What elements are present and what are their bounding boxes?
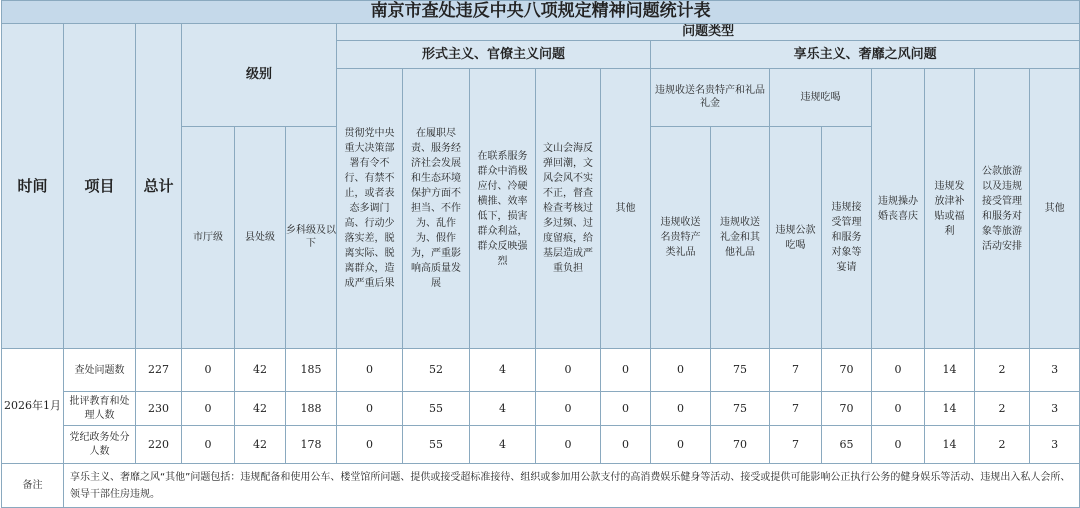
hedonism-col-public-dining: 违规公款吃喝: [770, 127, 822, 349]
cell: 70: [822, 392, 872, 426]
cell: 3: [1030, 349, 1080, 392]
table-row: [2, 426, 1080, 464]
header-time: 时间: [2, 24, 64, 349]
cell: 4: [470, 349, 536, 392]
formalism-col-2: 在履职尽责、服务经济社会发展和生态环境保护方面不担当、不作为、乱作为、假作为，严重影响高质量发展: [403, 69, 470, 349]
header-total: 总计: [136, 24, 182, 349]
hedonism-sub-eat: 违规吃喝: [770, 69, 872, 127]
formalism-col-4: 文山会海反弹回潮，文风会风不实不正，督查检查考核过多过频、过度留痕，给基层造成严重负担: [536, 69, 601, 349]
cell: 3: [1030, 392, 1080, 426]
note-text: 享乐主义、奢靡之风“其他”问题包括：违规配备和使用公车、楼堂馆所问题、提供或接受超标准接待、组织或参加用公款支付的高消费娱乐健身等活动、接受或提供可能影响公正执行公务的健身娱乐等活动、违规出入私人会所、领导干部住房违规。: [64, 464, 1080, 508]
cell: 0: [601, 349, 651, 392]
row-total: 230: [136, 392, 182, 426]
cell: 0: [337, 349, 403, 392]
cell: 0: [872, 349, 925, 392]
cell: 0: [872, 392, 925, 426]
cell: 75: [711, 392, 770, 426]
note-label: 备注: [2, 464, 64, 508]
hedonism-col-wedding: 违规操办婚丧喜庆: [872, 69, 925, 349]
cell: 14: [925, 392, 975, 426]
cell: 185: [286, 349, 337, 392]
cell: 7: [770, 392, 822, 426]
cell: 14: [925, 349, 975, 392]
cell: 14: [925, 426, 975, 464]
hedonism-col-subsidy: 违规发放津补贴或福利: [925, 69, 975, 349]
level-col-city: 市厅级: [182, 127, 235, 349]
cell: 0: [182, 426, 235, 464]
header-group-formalism: 形式主义、官僚主义问题: [337, 41, 651, 69]
cell: 2: [975, 392, 1030, 426]
cell: 65: [822, 426, 872, 464]
hedonism-col-banquet: 违规接受管理和服务对象等宴请: [822, 127, 872, 349]
cell: 70: [822, 349, 872, 392]
header-group-hedonism: 享乐主义、奢靡之风问题: [651, 41, 1080, 69]
row-total: 220: [136, 426, 182, 464]
table-title: 南京市查处违反中央八项规定精神问题统计表: [2, 1, 1080, 24]
table-row: [2, 349, 1080, 392]
row-label: 查处问题数: [64, 349, 136, 392]
table-row: [2, 392, 1080, 426]
formalism-col-1: 贯彻党中央重大决策部署有令不行、有禁不止，或者表态多调门高、行动少落实差，脱离实际、脱离群众，造成严重后果: [337, 69, 403, 349]
cell: 70: [711, 426, 770, 464]
row-total: 227: [136, 349, 182, 392]
cell: 4: [470, 392, 536, 426]
hedonism-col-other: 其他: [1030, 69, 1080, 349]
cell: 0: [651, 426, 711, 464]
cell: 0: [536, 349, 601, 392]
cell: 0: [337, 392, 403, 426]
formalism-col-other: 其他: [601, 69, 651, 349]
cell: 7: [770, 426, 822, 464]
cell: 0: [182, 349, 235, 392]
cell: 0: [651, 349, 711, 392]
cell: 0: [536, 426, 601, 464]
cell: 0: [536, 392, 601, 426]
row-label: 批评教育和处理人数: [64, 392, 136, 426]
formalism-col-3: 在联系服务群众中消极应付、冷硬横推、效率低下，损害群众利益，群众反映强烈: [470, 69, 536, 349]
statistics-table: [1, 0, 1080, 508]
cell: 42: [235, 426, 286, 464]
hedonism-col-gift-money: 违规收送礼金和其他礼品: [711, 127, 770, 349]
cell: 52: [403, 349, 470, 392]
cell: 178: [286, 426, 337, 464]
cell: 55: [403, 426, 470, 464]
cell: 0: [872, 426, 925, 464]
cell: 4: [470, 426, 536, 464]
level-col-county: 县处级: [235, 127, 286, 349]
hedonism-col-travel: 公款旅游以及违规接受管理和服务对象等旅游活动安排: [975, 69, 1030, 349]
hedonism-sub-gifts: 违规收送名贵特产和礼品礼金: [651, 69, 770, 127]
header-level: 级别: [182, 24, 337, 127]
header-problem-type: 问题类型: [337, 24, 1080, 41]
cell: 3: [1030, 426, 1080, 464]
cell: 7: [770, 349, 822, 392]
time-cell: 2026年1月: [2, 349, 64, 464]
cell: 2: [975, 349, 1030, 392]
cell: 0: [601, 392, 651, 426]
header-item: 项目: [64, 24, 136, 349]
cell: 2: [975, 426, 1030, 464]
cell: 42: [235, 392, 286, 426]
cell: 0: [651, 392, 711, 426]
cell: 188: [286, 392, 337, 426]
hedonism-col-gift-specialty: 违规收送名贵特产类礼品: [651, 127, 711, 349]
cell: 75: [711, 349, 770, 392]
cell: 0: [601, 426, 651, 464]
cell: 0: [182, 392, 235, 426]
cell: 0: [337, 426, 403, 464]
row-label: 党纪政务处分人数: [64, 426, 136, 464]
cell: 42: [235, 349, 286, 392]
level-col-township: 乡科级及以下: [286, 127, 337, 349]
cell: 55: [403, 392, 470, 426]
